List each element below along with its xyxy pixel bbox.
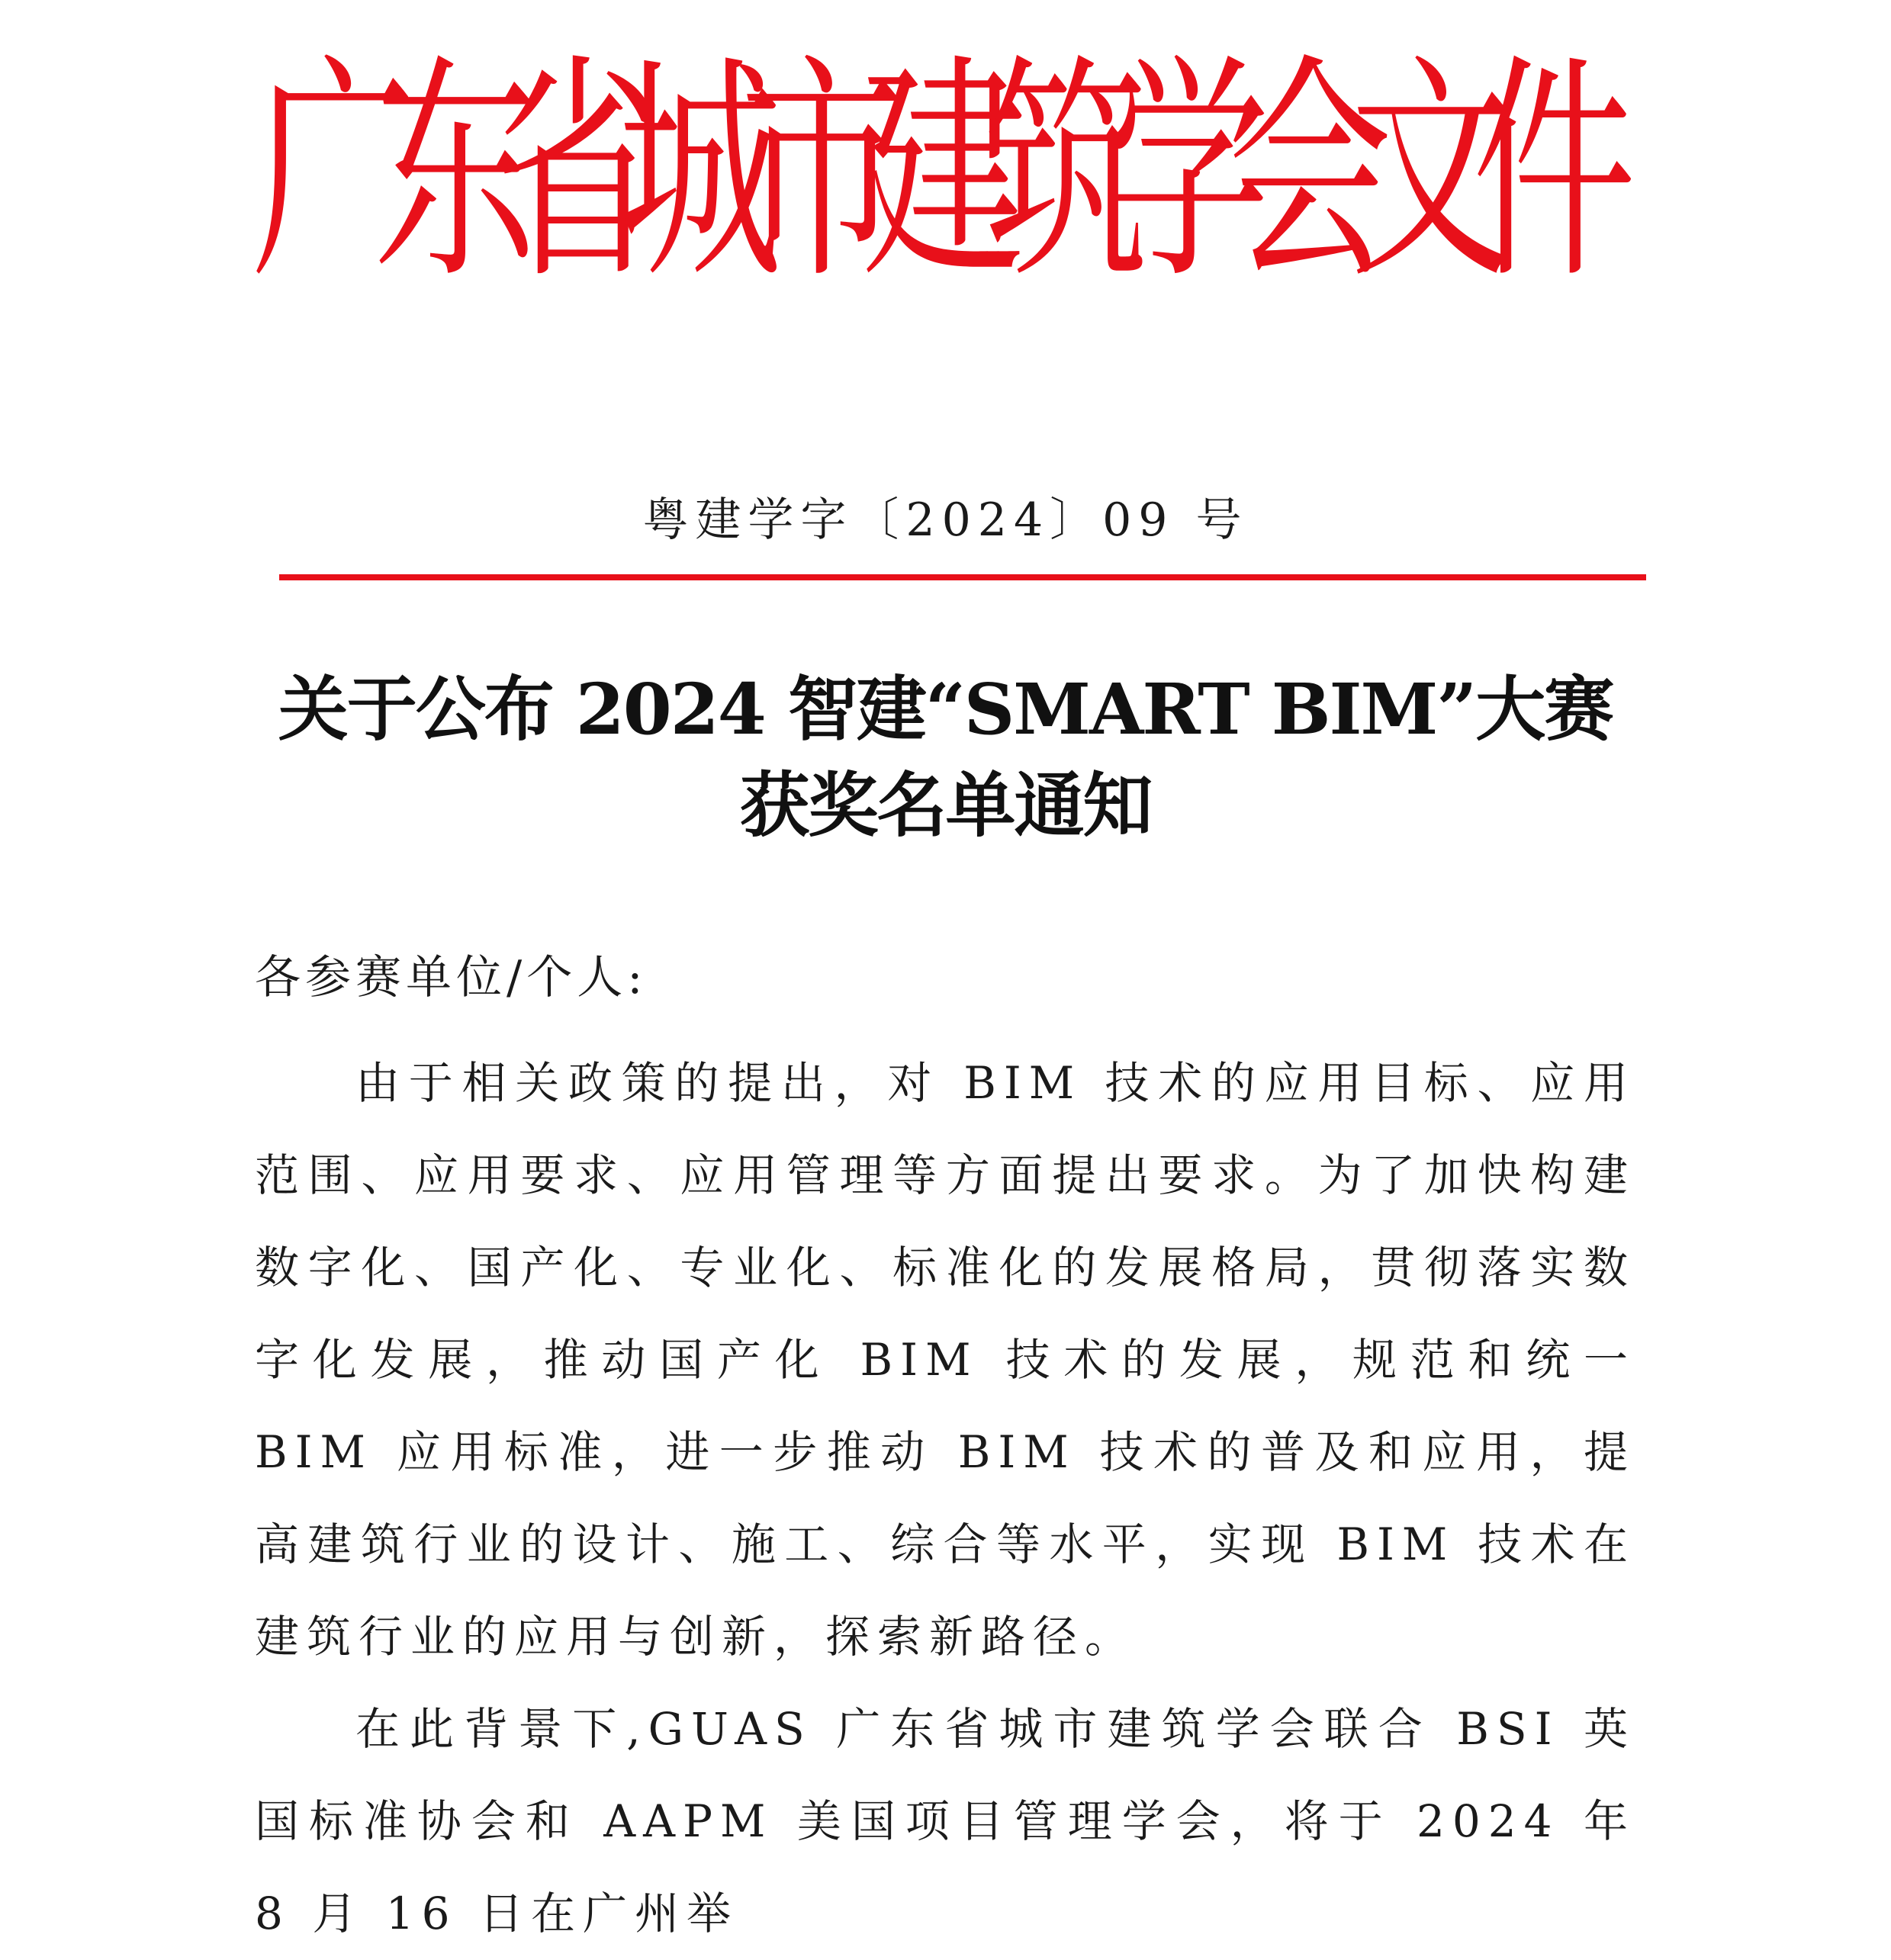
masthead-char: 建 bbox=[862, 33, 1026, 310]
masthead-char: 件 bbox=[1472, 33, 1636, 310]
notice-body bbox=[255, 1037, 1635, 1960]
body-paragraph-1: 由于相关政策的提出，对 BIM 技术的应用目标、应用范围、应用要求、应用管理等方面提出要求。为了加快构建数字化、国产化、专业化、标准化的发展格局，贯彻落实数字化发展，推动国产化 BIM 技术的发展，规范和统一 BIM 应用标准，进一步推动 BIM 技术的普及和应用，提高建筑行业的设计、施工、综合等水平，实现 BIM 技术在建筑行业的应用与创新，探索新路径。 bbox=[255, 1057, 1635, 1663]
masthead-char: 市 bbox=[740, 33, 904, 310]
body-paragraph-2: 在此背景下,GUAS 广东省城市建筑学会联合 BSI 英国标准协会和 AAPM 美国项目管理学会，将于 2024 年 8 月 16 日在广州举 bbox=[255, 1703, 1635, 1939]
masthead-char: 学 bbox=[1106, 33, 1270, 310]
masthead-char: 城 bbox=[618, 33, 782, 310]
masthead-char: 东 bbox=[374, 33, 538, 310]
red-divider-rule bbox=[279, 574, 1646, 580]
issuer-masthead bbox=[252, 33, 1636, 310]
masthead-char: 文 bbox=[1350, 33, 1514, 310]
notice-title-line-1: 关于公布 2024 智建“SMART BIM”大赛 bbox=[278, 668, 1613, 750]
notice-title-line-2: 获奖名单通知 bbox=[739, 764, 1152, 847]
masthead-char: 筑 bbox=[984, 33, 1148, 310]
masthead-char: 省 bbox=[496, 33, 660, 310]
masthead-char: 会 bbox=[1228, 33, 1392, 310]
document-number: 粤建学字〔2024〕09 号 bbox=[642, 493, 1249, 547]
salutation: 各参赛单位/个人: bbox=[255, 951, 648, 1004]
masthead-char: 广 bbox=[252, 33, 416, 310]
